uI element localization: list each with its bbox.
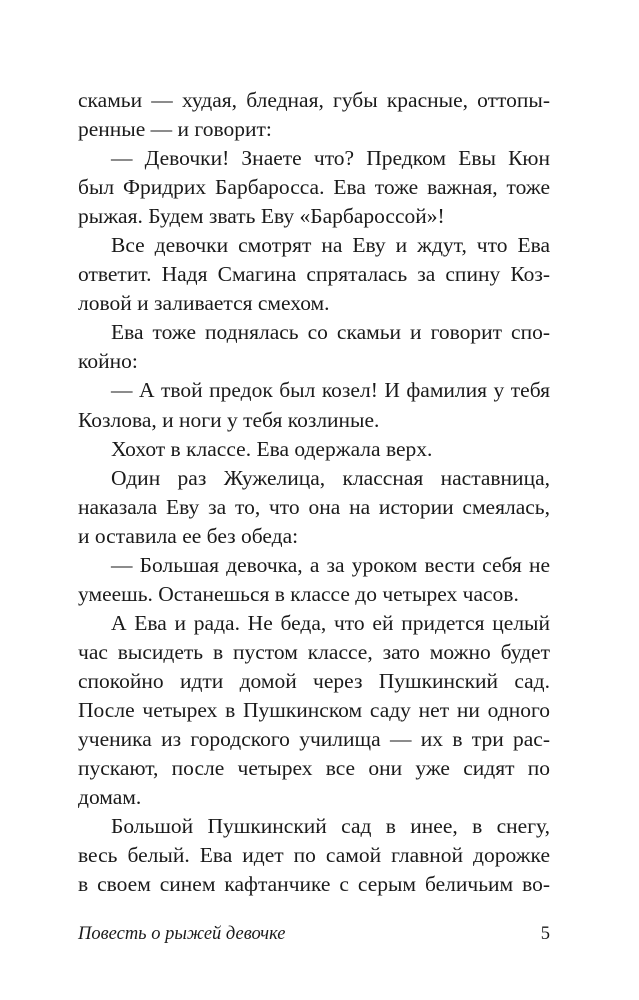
text-line: ответит. Надя Смагина спряталась за спину Коз- <box>78 262 550 287</box>
body-text <box>78 86 550 899</box>
text-line: был Фридрих Барбаросса. Ева тоже важная, тоже <box>78 175 550 200</box>
text-line: весь белый. Ева идет по самой главной дорожке <box>78 843 550 868</box>
text-line: Все девочки смотрят на Еву и ждут, что Ева <box>111 233 550 258</box>
text-line: Хохот в классе. Ева одержала верх. <box>111 436 433 461</box>
text-line: наказала Еву за то, что она на истории смеялась, <box>78 494 550 519</box>
text-line: А Ева и рада. Не беда, что ей придется целый <box>111 610 550 635</box>
text-line: После четырех в Пушкинском саду нет ни одного <box>78 697 550 722</box>
text-line: — Девочки! Знаете что? Предком Евы Кюн <box>111 146 550 171</box>
text-line: час высидеть в пустом классе, зато можно будет <box>78 639 550 664</box>
page-footer <box>78 924 550 950</box>
text-line: умеешь. Останешься в классе до четырех часов. <box>78 581 519 606</box>
text-line: скамьи — худая, бледная, губы красные, оттопы- <box>78 88 550 112</box>
text-line: Большой Пушкинский сад в инее, в снегу, <box>111 814 550 839</box>
text-line: пускают, после четырех все они уже сидят по <box>78 756 550 781</box>
text-line: ренные — и говорит: <box>78 117 272 142</box>
text-line: спокойно идти домой через Пушкинский сад. <box>78 668 550 693</box>
text-line: ловой и заливается смехом. <box>78 291 330 316</box>
text-line: — А твой предок был козел! И фамилия у тебя <box>111 378 550 403</box>
text-line: домам. <box>78 785 142 810</box>
text-line: Один раз Жужелица, классная наставница, <box>111 465 550 490</box>
running-title: Повесть о рыжей девочке <box>78 924 286 944</box>
text-line: рыжая. Будем звать Еву «Барбароссой»! <box>78 204 445 229</box>
text-line: койно: <box>78 349 138 374</box>
page-number: 5 <box>540 924 550 944</box>
text-line: и оставила ее без обеда: <box>78 523 299 548</box>
text-line: ученика из городского училища — их в три рас- <box>78 727 550 752</box>
text-line: в своем синем кафтанчике с серым беличьим во- <box>78 872 550 897</box>
text-line: Козлова, и ноги у тебя козлиные. <box>78 407 380 432</box>
text-line: Ева тоже поднялась со скамьи и говорит спо- <box>111 320 550 345</box>
text-line: — Большая девочка, а за уроком вести себя не <box>111 552 550 577</box>
